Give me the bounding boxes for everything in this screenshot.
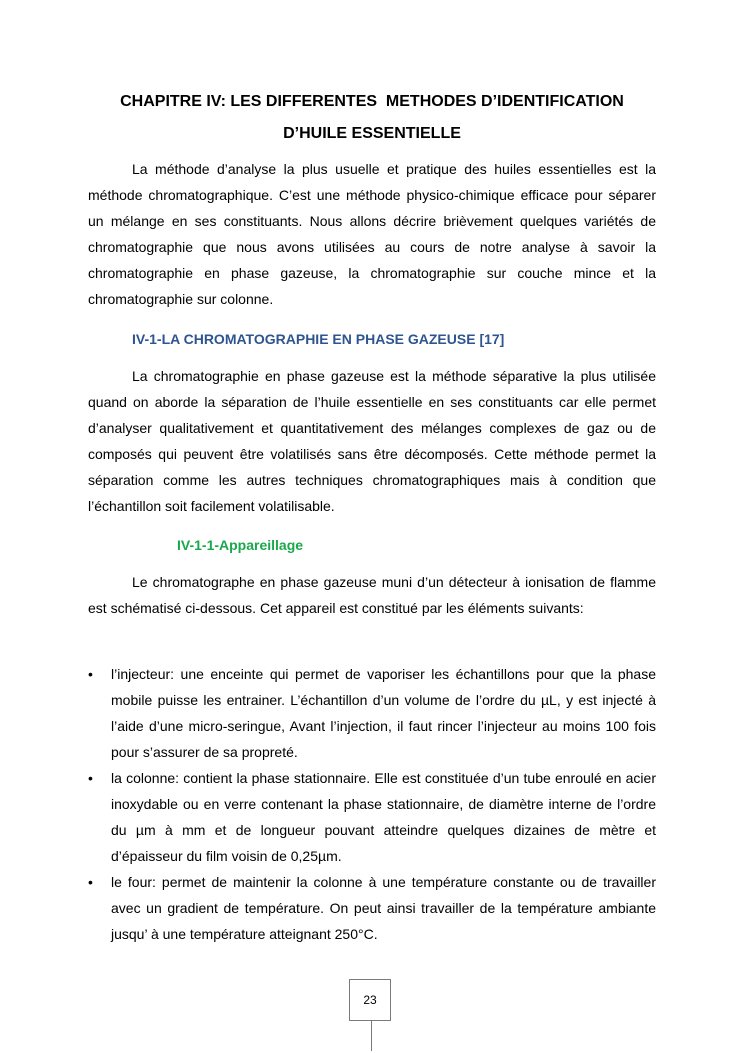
- element-list: [88, 661, 656, 947]
- list-item-text: l’injecteur: une enceinte qui permet de vaporiser les échantillons pour que la phase mobile puisse les entrainer. L’échantillon d’un volume de l’ordre du µL, y est injecté à l’aide d’une micro-seringue, Avant l’injection, il faut rincer l’injecteur au moins 100 fois pour s’assurer de sa propreté.: [111, 666, 656, 760]
- chapter-title: [88, 86, 656, 150]
- subsection-paragraph: Le chromatographe en phase gazeuse muni d’un détecteur à ionisation de flamme est schématisé ci-dessous. Cet appareil est constitué par les éléments suivants:: [88, 574, 656, 616]
- list-item: [88, 869, 656, 947]
- page-number-connector: [371, 1021, 372, 1051]
- page-number: 23: [363, 993, 377, 1007]
- list-item: [88, 661, 656, 765]
- subsection-heading: IV-1-1-Appareillage: [177, 537, 304, 553]
- list-item-text: le four: permet de maintenir la colonne à une température constante ou de travailler avec un gradient de température. On peut ainsi travailler de la température ambiante jusqu’ à une température atteignant 250°C.: [111, 874, 656, 942]
- intro-paragraph: La méthode d’analyse la plus usuelle et pratique des huiles essentielles est la méthode chromatographique. C’est une méthode physico-chimique efficace pour séparer un mélange en ses constituants. Nous allons décrire brièvement quelques variétés de chromatographie que nous avons utilisées au cours de notre analyse à savoir la chromatographie en phase gazeuse, la chromatographie sur couche mince et la chromatographie sur colonne.: [88, 161, 656, 307]
- section-heading: IV-1-LA CHROMATOGRAPHIE EN PHASE GAZEUSE [17]: [132, 331, 505, 347]
- bullet-icon: •: [88, 874, 93, 890]
- bullet-icon: •: [88, 666, 93, 682]
- bullet-icon: •: [88, 770, 93, 786]
- page-number-box: [349, 979, 391, 1021]
- chapter-title-line-1: CHAPITRE IV: LES DIFFERENTES METHODES D’IDENTIFICATION: [120, 93, 624, 110]
- chapter-title-line-2: D’HUILE ESSENTIELLE: [283, 125, 461, 142]
- list-item: [88, 765, 656, 869]
- section-paragraph: La chromatographie en phase gazeuse est la méthode séparative la plus utilisée quand on aborde la séparation de l’huile essentielle en ses constituants car elle permet d’analyser qualitativement et quantitativement des mélanges complexes de gaz ou de composés qui peuvent être volatilisés sans être décomposés. Cette méthode permet la séparation comme les autres techniques chromatographiques mais à condition que l’échantillon soit facilement volatilisable.: [88, 368, 656, 514]
- list-item-text: la colonne: contient la phase stationnaire. Elle est constituée d’un tube enroulé en acier inoxydable ou en verre contenant la phase stationnaire, de diamètre interne de l’ordre du µm à mm et de longueur pouvant atteindre quelques dizaines de mètre et d’épaisseur du film voisin de 0,25µm.: [111, 770, 656, 864]
